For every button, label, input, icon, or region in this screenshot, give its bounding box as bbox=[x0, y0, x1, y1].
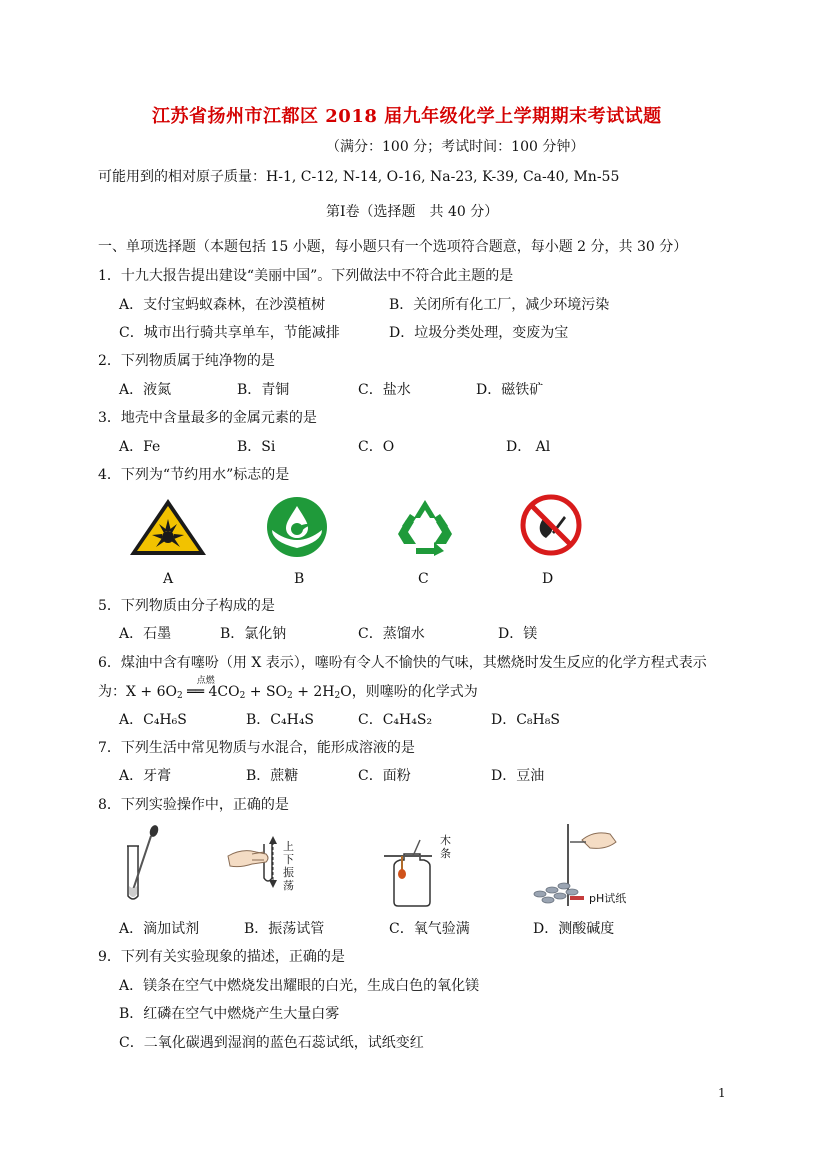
ph-paper-label: pH试纸 bbox=[589, 892, 627, 905]
exam-meta: （满分：100 分；考试时间：100 分钟） bbox=[326, 139, 585, 155]
page-title: 江苏省扬州市江都区 2018 届九年级化学上学期期末考试试题 bbox=[152, 106, 662, 127]
q5-option-b: B．氯化钠 bbox=[220, 626, 287, 642]
question-8-stem: 8．下列实验操作中，正确的是 bbox=[98, 797, 289, 813]
recycling-icon bbox=[394, 496, 456, 558]
question-4-stem: 4．下列为“节约用水”标志的是 bbox=[98, 467, 290, 483]
question-7-stem: 7．下列生活中常见物质与水混合，能形成溶液的是 bbox=[98, 740, 415, 756]
page-number: 1 bbox=[718, 1086, 726, 1100]
q7-option-c: C．面粉 bbox=[358, 768, 411, 784]
question-6-stem: 6．煤油中含有噻吩（用 X 表示），噻吩有令人不愉快的气味，其燃烧时发生反应的化学方程式表示 bbox=[98, 655, 707, 671]
q8-option-b: B．振荡试管 bbox=[244, 921, 325, 937]
q7-option-d: D．豆油 bbox=[491, 768, 545, 784]
section-title: 一、单项选择题（本题包括 15 小题，每小题只有一个选项符合题意，每小题 2 分，共 30 分） bbox=[98, 239, 688, 255]
volume-title: 第Ⅰ卷（选择题 共 40 分） bbox=[326, 204, 499, 220]
q4-option-a: A bbox=[163, 571, 174, 587]
equation-product-1: 4CO bbox=[208, 684, 240, 700]
q6-option-b: B．C₄H₄S bbox=[246, 712, 315, 728]
equation-arrow bbox=[182, 676, 215, 700]
q6-option-a: A．C₄H₆S bbox=[119, 712, 187, 728]
no-fire-icon bbox=[520, 494, 582, 556]
question-9-stem: 9．下列有关实验现象的描述，正确的是 bbox=[98, 949, 345, 965]
q5-option-a: A．石墨 bbox=[119, 626, 172, 642]
equation-product-2: + SO bbox=[245, 684, 288, 700]
wood-label-2: 条 bbox=[440, 847, 451, 860]
water-saving-icon bbox=[266, 496, 328, 558]
q1-option-d: D．垃圾分类处理，变废为宝 bbox=[389, 325, 569, 341]
q5-option-d: D．镁 bbox=[498, 626, 538, 642]
q7-option-b: B．蔗糖 bbox=[246, 768, 299, 784]
q8-option-a: A．滴加试剂 bbox=[119, 921, 200, 937]
q8-option-c: C．氧气验满 bbox=[389, 921, 470, 937]
question-5-stem: 5．下列物质由分子构成的是 bbox=[98, 598, 275, 614]
equation-subscript: 2 bbox=[334, 691, 341, 701]
shake-label-1: 上 bbox=[283, 840, 294, 853]
q5-option-c: C．蒸馏水 bbox=[358, 626, 425, 642]
q2-option-a: A．液氮 bbox=[119, 382, 172, 398]
explosive-warning-icon bbox=[128, 497, 208, 557]
equation-product-3: + 2H bbox=[292, 684, 335, 700]
q7-option-a: A．牙膏 bbox=[119, 768, 172, 784]
equation-subscript: 2 bbox=[239, 691, 246, 701]
q1-option-b: B．关闭所有化工厂，减少环境污染 bbox=[389, 297, 610, 313]
atomic-masses: 可能用到的相对原子质量：H-1, C-12, N-14, O-16, Na-23, K-39, Ca-40, Mn-55 bbox=[98, 169, 620, 185]
equation-tail: O，则噻吩的化学式为 bbox=[340, 684, 478, 700]
equals-sign: ══ bbox=[182, 684, 209, 700]
q9-option-a: A．镁条在空气中燃烧发出耀眼的白光，生成白色的氧化镁 bbox=[119, 978, 480, 994]
q2-option-c: C．盐水 bbox=[358, 382, 411, 398]
equation-subscript: 2 bbox=[287, 691, 293, 701]
question-1-stem: 1．十九大报告提出建设“美丽中国”。下列做法中不符合此主题的是 bbox=[98, 268, 514, 284]
q1-option-c: C．城市出行骑共享单车，节能减排 bbox=[119, 325, 340, 341]
q2-option-b: B．青铜 bbox=[237, 382, 290, 398]
q9-option-b: B．红磷在空气中燃烧产生大量白雾 bbox=[119, 1006, 340, 1022]
q1-option-a: A．支付宝蚂蚁森林，在沙漠植树 bbox=[119, 297, 326, 313]
reaction-condition: 点燃 bbox=[196, 676, 215, 686]
q6-option-d: D．C₈H₈S bbox=[491, 712, 560, 728]
dropper-test-tube-icon bbox=[118, 824, 168, 904]
equation-prefix: 为：X + 6O bbox=[98, 684, 177, 700]
q3-option-b: B．Si bbox=[237, 439, 276, 455]
q4-option-b: B bbox=[294, 571, 305, 587]
q3-option-a: A．Fe bbox=[119, 439, 161, 455]
q2-option-d: D．磁铁矿 bbox=[476, 382, 544, 398]
shake-label bbox=[283, 840, 294, 892]
wood-label-1: 木 bbox=[440, 834, 451, 847]
q3-option-c: C．O bbox=[358, 439, 395, 455]
q8-option-d: D．测酸碱度 bbox=[533, 921, 615, 937]
shake-label-3: 振 bbox=[283, 866, 294, 879]
shake-label-4: 荡 bbox=[283, 879, 294, 892]
q6-equation bbox=[98, 676, 478, 701]
wood-splint-label bbox=[440, 834, 451, 860]
q9-option-c: C．二氧化碳遇到湿润的蓝色石蕊试纸，试纸变红 bbox=[119, 1035, 424, 1051]
equation-subscript: 2 bbox=[176, 691, 183, 701]
q6-option-c: C．C₄H₄S₂ bbox=[358, 712, 433, 728]
q3-option-d: D． Al bbox=[506, 439, 551, 455]
q4-option-d: D bbox=[542, 571, 554, 587]
up-down-arrow-icon bbox=[266, 836, 280, 888]
question-3-stem: 3．地壳中含量最多的金属元素的是 bbox=[98, 410, 317, 426]
question-2-stem: 2．下列物质属于纯净物的是 bbox=[98, 353, 275, 369]
q4-option-c: C bbox=[418, 571, 429, 587]
shake-label-2: 下 bbox=[283, 853, 294, 866]
